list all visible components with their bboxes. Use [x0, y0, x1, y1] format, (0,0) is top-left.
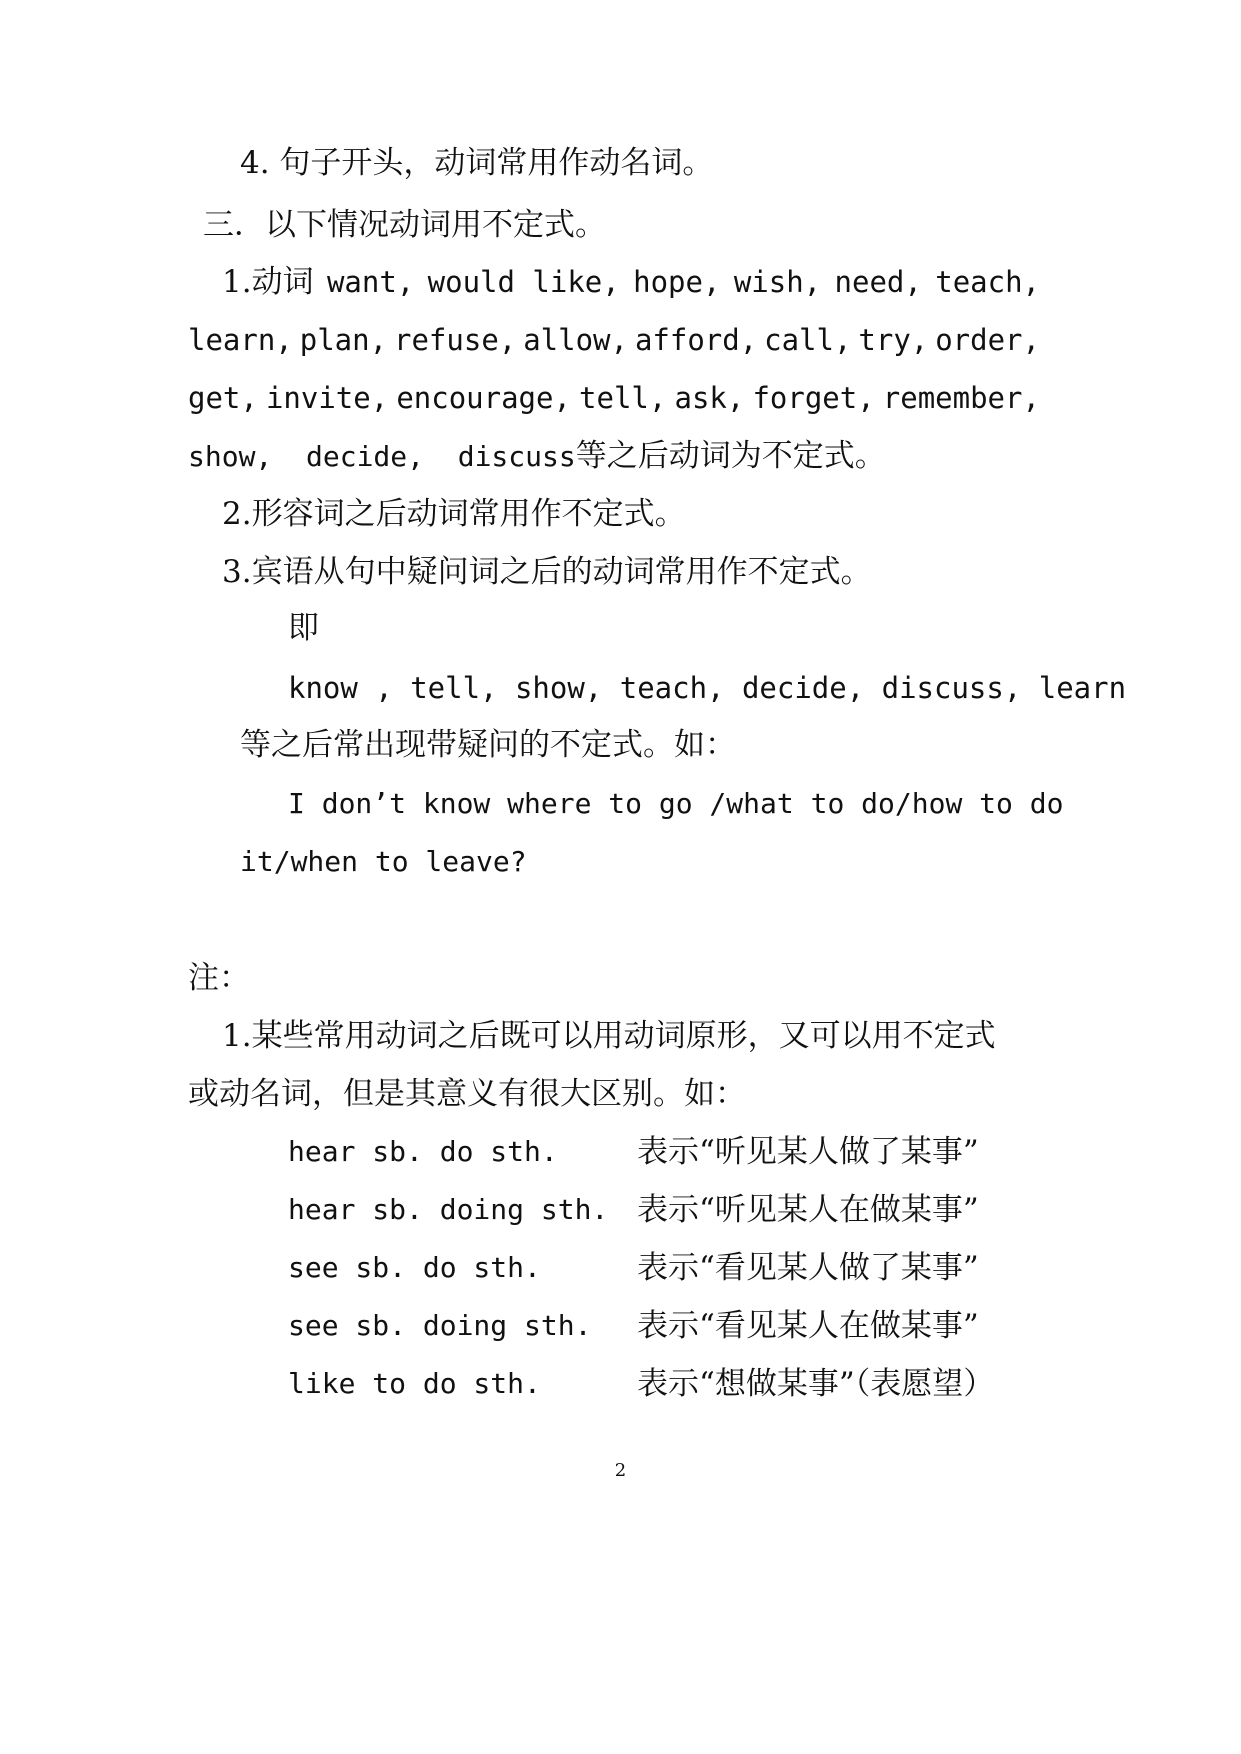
paragraph-namely: 即	[288, 610, 319, 646]
verb-word: call,	[764, 323, 852, 357]
verb-word: would like,	[427, 265, 620, 299]
note-item-1-line-2: 或动名词，但是其意义有很大区别。如：	[188, 1076, 746, 1112]
example-phrase: see sb. do sth.	[288, 1251, 541, 1284]
verb-word: get,	[188, 381, 258, 415]
verb-list-line-2	[188, 320, 1040, 360]
verb-word: need,	[834, 265, 922, 299]
paragraph-adjective-infinitive: 2.形容词之后动词常用作不定式。	[222, 496, 686, 532]
verb-word: wish,	[733, 265, 822, 299]
verb-word: allow,	[523, 323, 628, 357]
note-title: 注：	[188, 960, 250, 996]
verb-word: invite,	[265, 381, 389, 415]
verb-word: plan,	[299, 323, 388, 357]
paragraph-object-clause: 3.宾语从句中疑问词之后的动词常用作不定式。	[222, 554, 872, 590]
verb-word: teach,	[935, 265, 1040, 299]
verb-word: hope,	[633, 265, 721, 299]
verb-word: forget,	[752, 381, 875, 415]
example-sentence-line-1: I don’t know where to go /what to do/how to do	[288, 787, 1064, 820]
example-meaning: 表示“想做某事”（表愿望）	[637, 1366, 995, 1402]
paragraph-question-infinitive: 等之后常出现带疑问的不定式。如：	[240, 727, 736, 763]
note-item-1-line-1: 1.某些常用动词之后既可以用动词原形，又可以用不定式	[222, 1018, 996, 1054]
verb-list-line-3	[188, 378, 1040, 418]
example-phrase: hear sb. doing sth.	[288, 1193, 609, 1226]
verb-list-line-1	[222, 262, 1040, 302]
paragraph-gerund-sentence-start: 4. 句子开头，动词常用作动名词。	[240, 145, 714, 181]
example-meaning: 表示“看见某人做了某事”	[637, 1250, 979, 1286]
verb-list-question: know , tell, show, teach, decide, discuss, learn	[288, 671, 1127, 705]
page-number: 2	[614, 1460, 627, 1481]
verb-word: encourage,	[396, 381, 571, 415]
verb-word: ask,	[674, 381, 745, 415]
verb-word: try,	[858, 323, 929, 357]
verb-word: afford,	[634, 323, 758, 357]
example-meaning: 表示“看见某人在做某事”	[637, 1308, 979, 1344]
example-phrase: like to do sth.	[288, 1367, 541, 1400]
verb-list-prefix: 1.动词	[222, 264, 314, 300]
verb-word: refuse,	[394, 323, 517, 357]
verb-list-line-4	[188, 436, 886, 477]
verb-word: remember,	[882, 381, 1040, 415]
verb-word: tell,	[579, 381, 667, 415]
verb-list-chinese: 等之后动词为不定式。	[575, 438, 886, 474]
section-heading-infinitive: 三．以下情况动词用不定式。	[203, 207, 606, 243]
verb-word: learn,	[188, 323, 293, 357]
example-meaning: 表示“听见某人做了某事”	[637, 1134, 979, 1170]
example-phrase: hear sb. do sth.	[288, 1135, 558, 1168]
example-phrase: see sb. doing sth.	[288, 1309, 592, 1342]
verb-word: order,	[935, 323, 1040, 357]
example-meaning: 表示“听见某人在做某事”	[637, 1192, 979, 1228]
verb-list-english: show, decide, discuss	[188, 440, 576, 473]
verb-word: want,	[326, 265, 415, 299]
example-sentence-line-2: it/when to leave?	[240, 845, 527, 878]
